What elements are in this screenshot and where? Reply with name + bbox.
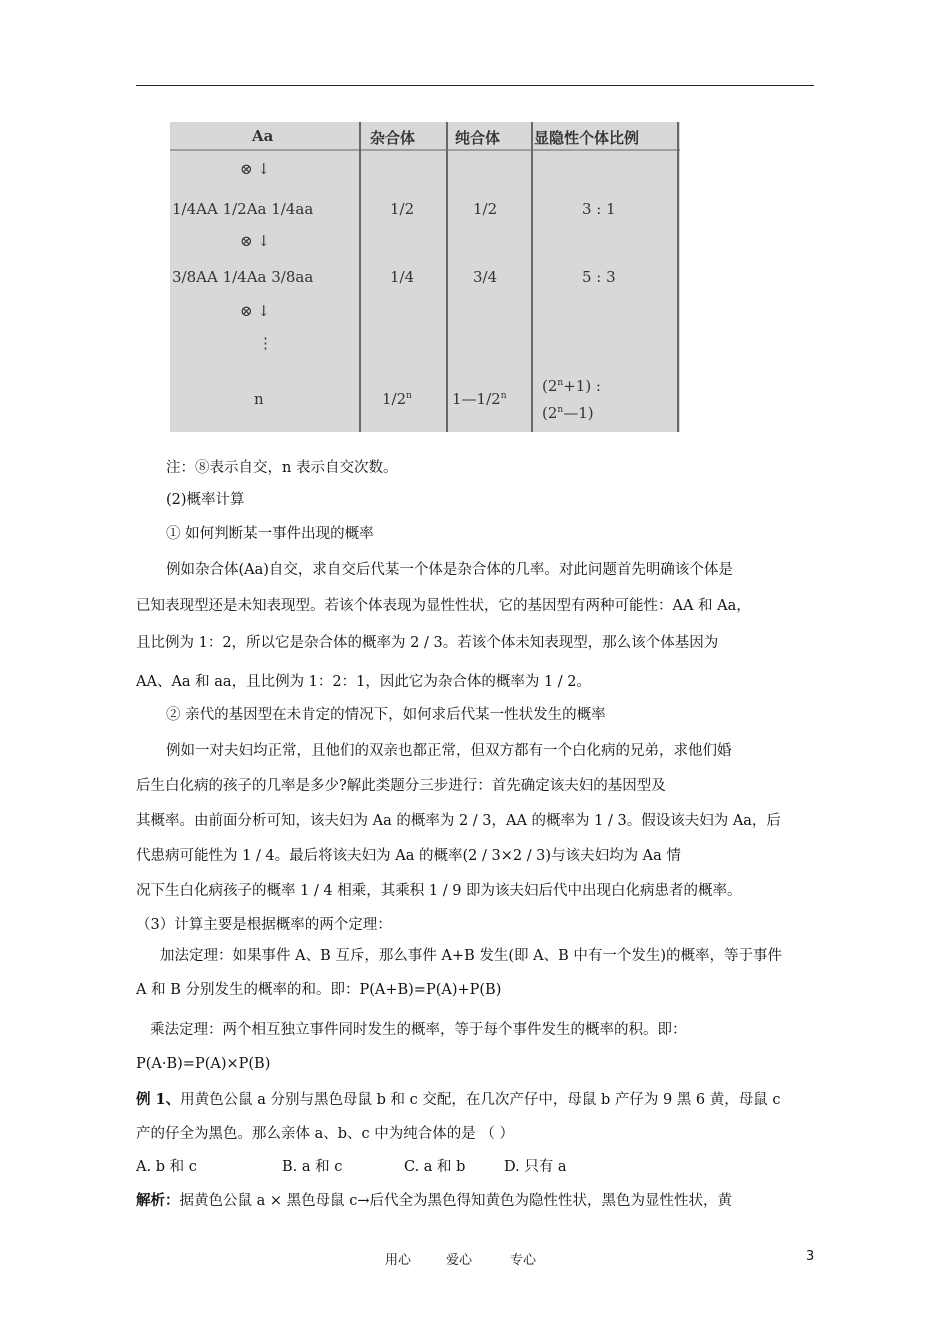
footer-mid: 爱心	[446, 1253, 473, 1268]
paragraph-line: 后生白化病的孩子的几率是多少?解此类题分三步进行：首先确定该夫妇的基因型及	[136, 778, 666, 794]
option-a: A. b 和 c	[136, 1159, 197, 1175]
paragraph-line: （3）计算主要是根据概率的两个定理：	[136, 917, 392, 933]
paragraph-line: 已知表现型还是未知表现型。若该个体表现为显性性状，它的基因型有两种可能性：AA 和 Aa，	[136, 598, 751, 614]
header-homozygote: 纯合体	[455, 129, 501, 147]
option-b: B. a 和 c	[282, 1159, 343, 1175]
paragraph-line: 况下生白化病孩子的概率 1 / 4 相乘，其乘积 1 / 9 即为该夫妇后代中出现白化病患者的概率。	[136, 883, 742, 899]
header-rule	[136, 85, 814, 86]
row2-hom: 3/4	[473, 268, 498, 286]
row2-genotypes: 3/8AA 1/4Aa 3/8aa	[172, 268, 314, 286]
ellipsis: ⋮	[258, 334, 273, 352]
row1-genotypes: 1/4AA 1/2Aa 1/4aa	[172, 200, 314, 218]
paragraph-line: 其概率。由前面分析可知，该夫妇为 Aa 的概率为 2 / 3，AA 的概率为 1 / 3。假设该夫妇为 Aa，后	[136, 813, 781, 829]
row3-hom: 1—1/2$^n$	[452, 390, 507, 408]
paragraph-line: 例如杂合体(Aa)自交，求自交后代某一个体是杂合体的几率。对此问题首先明确该个体是	[166, 562, 733, 578]
option-d: D. 只有 a	[504, 1159, 567, 1175]
row3-het: 1/2$^n$	[382, 390, 412, 408]
row3-ratio-top: $(2^n+1)$ :	[542, 377, 601, 395]
note-line: 注：⑧表示自交，n 表示自交次数。	[166, 460, 398, 476]
section-heading: (2)概率计算	[166, 492, 245, 508]
example-label: 例 1、	[136, 1091, 181, 1108]
cross-symbol: ⊗ ↓	[240, 160, 270, 178]
header-aa: Aa	[252, 127, 274, 145]
paragraph-line: 乘法定理：两个相互独立事件同时发生的概率，等于每个事件发生的概率的积。即：	[150, 1022, 687, 1038]
row2-het: 1/4	[390, 268, 415, 286]
paragraph-line: A 和 B 分别发生的概率的和。即：P(A+B)=P(A)+P(B)	[136, 982, 502, 998]
row3-ratio-bottom: (2$^n$—1)	[542, 404, 594, 422]
option-c: C. a 和 b	[404, 1159, 466, 1175]
row1-ratio: 3 : 1	[582, 200, 616, 218]
scanned-table-image	[170, 122, 680, 432]
paragraph-line: AA、Aa 和 aa，且比例为 1：2：1，因此它为杂合体的概率为 1 / 2。	[136, 674, 592, 690]
footer-right: 专心	[510, 1253, 537, 1268]
page-number: 3	[806, 1249, 815, 1264]
paragraph-line: 且比例为 1：2，所以它是杂合体的概率为 2 / 3。若该个体未知表现型，那么该个体基因为	[136, 635, 719, 651]
cross-symbol: ⊗ ↓	[240, 302, 270, 320]
example-line: 产的仔全为黑色。那么亲体 a、b、c 中为纯合体的是 （ ）	[136, 1126, 514, 1142]
row1-hom: 1/2	[473, 200, 498, 218]
subheading: ① 如何判断某一事件出现的概率	[166, 526, 374, 542]
row1-het: 1/2	[390, 200, 415, 218]
row3-n: n	[254, 390, 264, 408]
footer-left: 用心	[385, 1253, 412, 1268]
paragraph-line: P(A·B)=P(A)×P(B)	[136, 1056, 271, 1072]
paragraph-line: 加法定理：如果事件 A、B 互斥，那么事件 A+B 发生(即 A、B 中有一个发生)的概率，等于事件	[160, 948, 782, 964]
paragraph-line: 代患病可能性为 1 / 4。最后将该夫妇为 Aa 的概率(2 / 3×2 / 3)与该夫妇均为 Aa 情	[136, 848, 681, 864]
row2-ratio: 5 : 3	[582, 268, 616, 286]
analysis-line: 解析：据黄色公鼠 a × 黑色母鼠 c→后代全为黑色得知黄色为隐性性状，黑色为显性性状，黄	[136, 1192, 732, 1209]
header-heterozygote: 杂合体	[370, 129, 416, 147]
cross-symbol: ⊗ ↓	[240, 232, 270, 250]
subheading: ② 亲代的基因型在未肯定的情况下，如何求后代某一性状发生的概率	[166, 707, 606, 723]
paragraph-line: 例如一对夫妇均正常，且他们的双亲也都正常，但双方都有一个白化病的兄弟，求他们婚	[166, 743, 732, 759]
analysis-label: 解析：	[136, 1192, 180, 1209]
example-line: 例 1、用黄色公鼠 a 分别与黑色母鼠 b 和 c 交配，在几次产仔中，母鼠 b 产仔为 9 黑 6 黄，母鼠 c	[136, 1091, 781, 1108]
header-ratio: 显隐性个体比例	[534, 129, 640, 147]
